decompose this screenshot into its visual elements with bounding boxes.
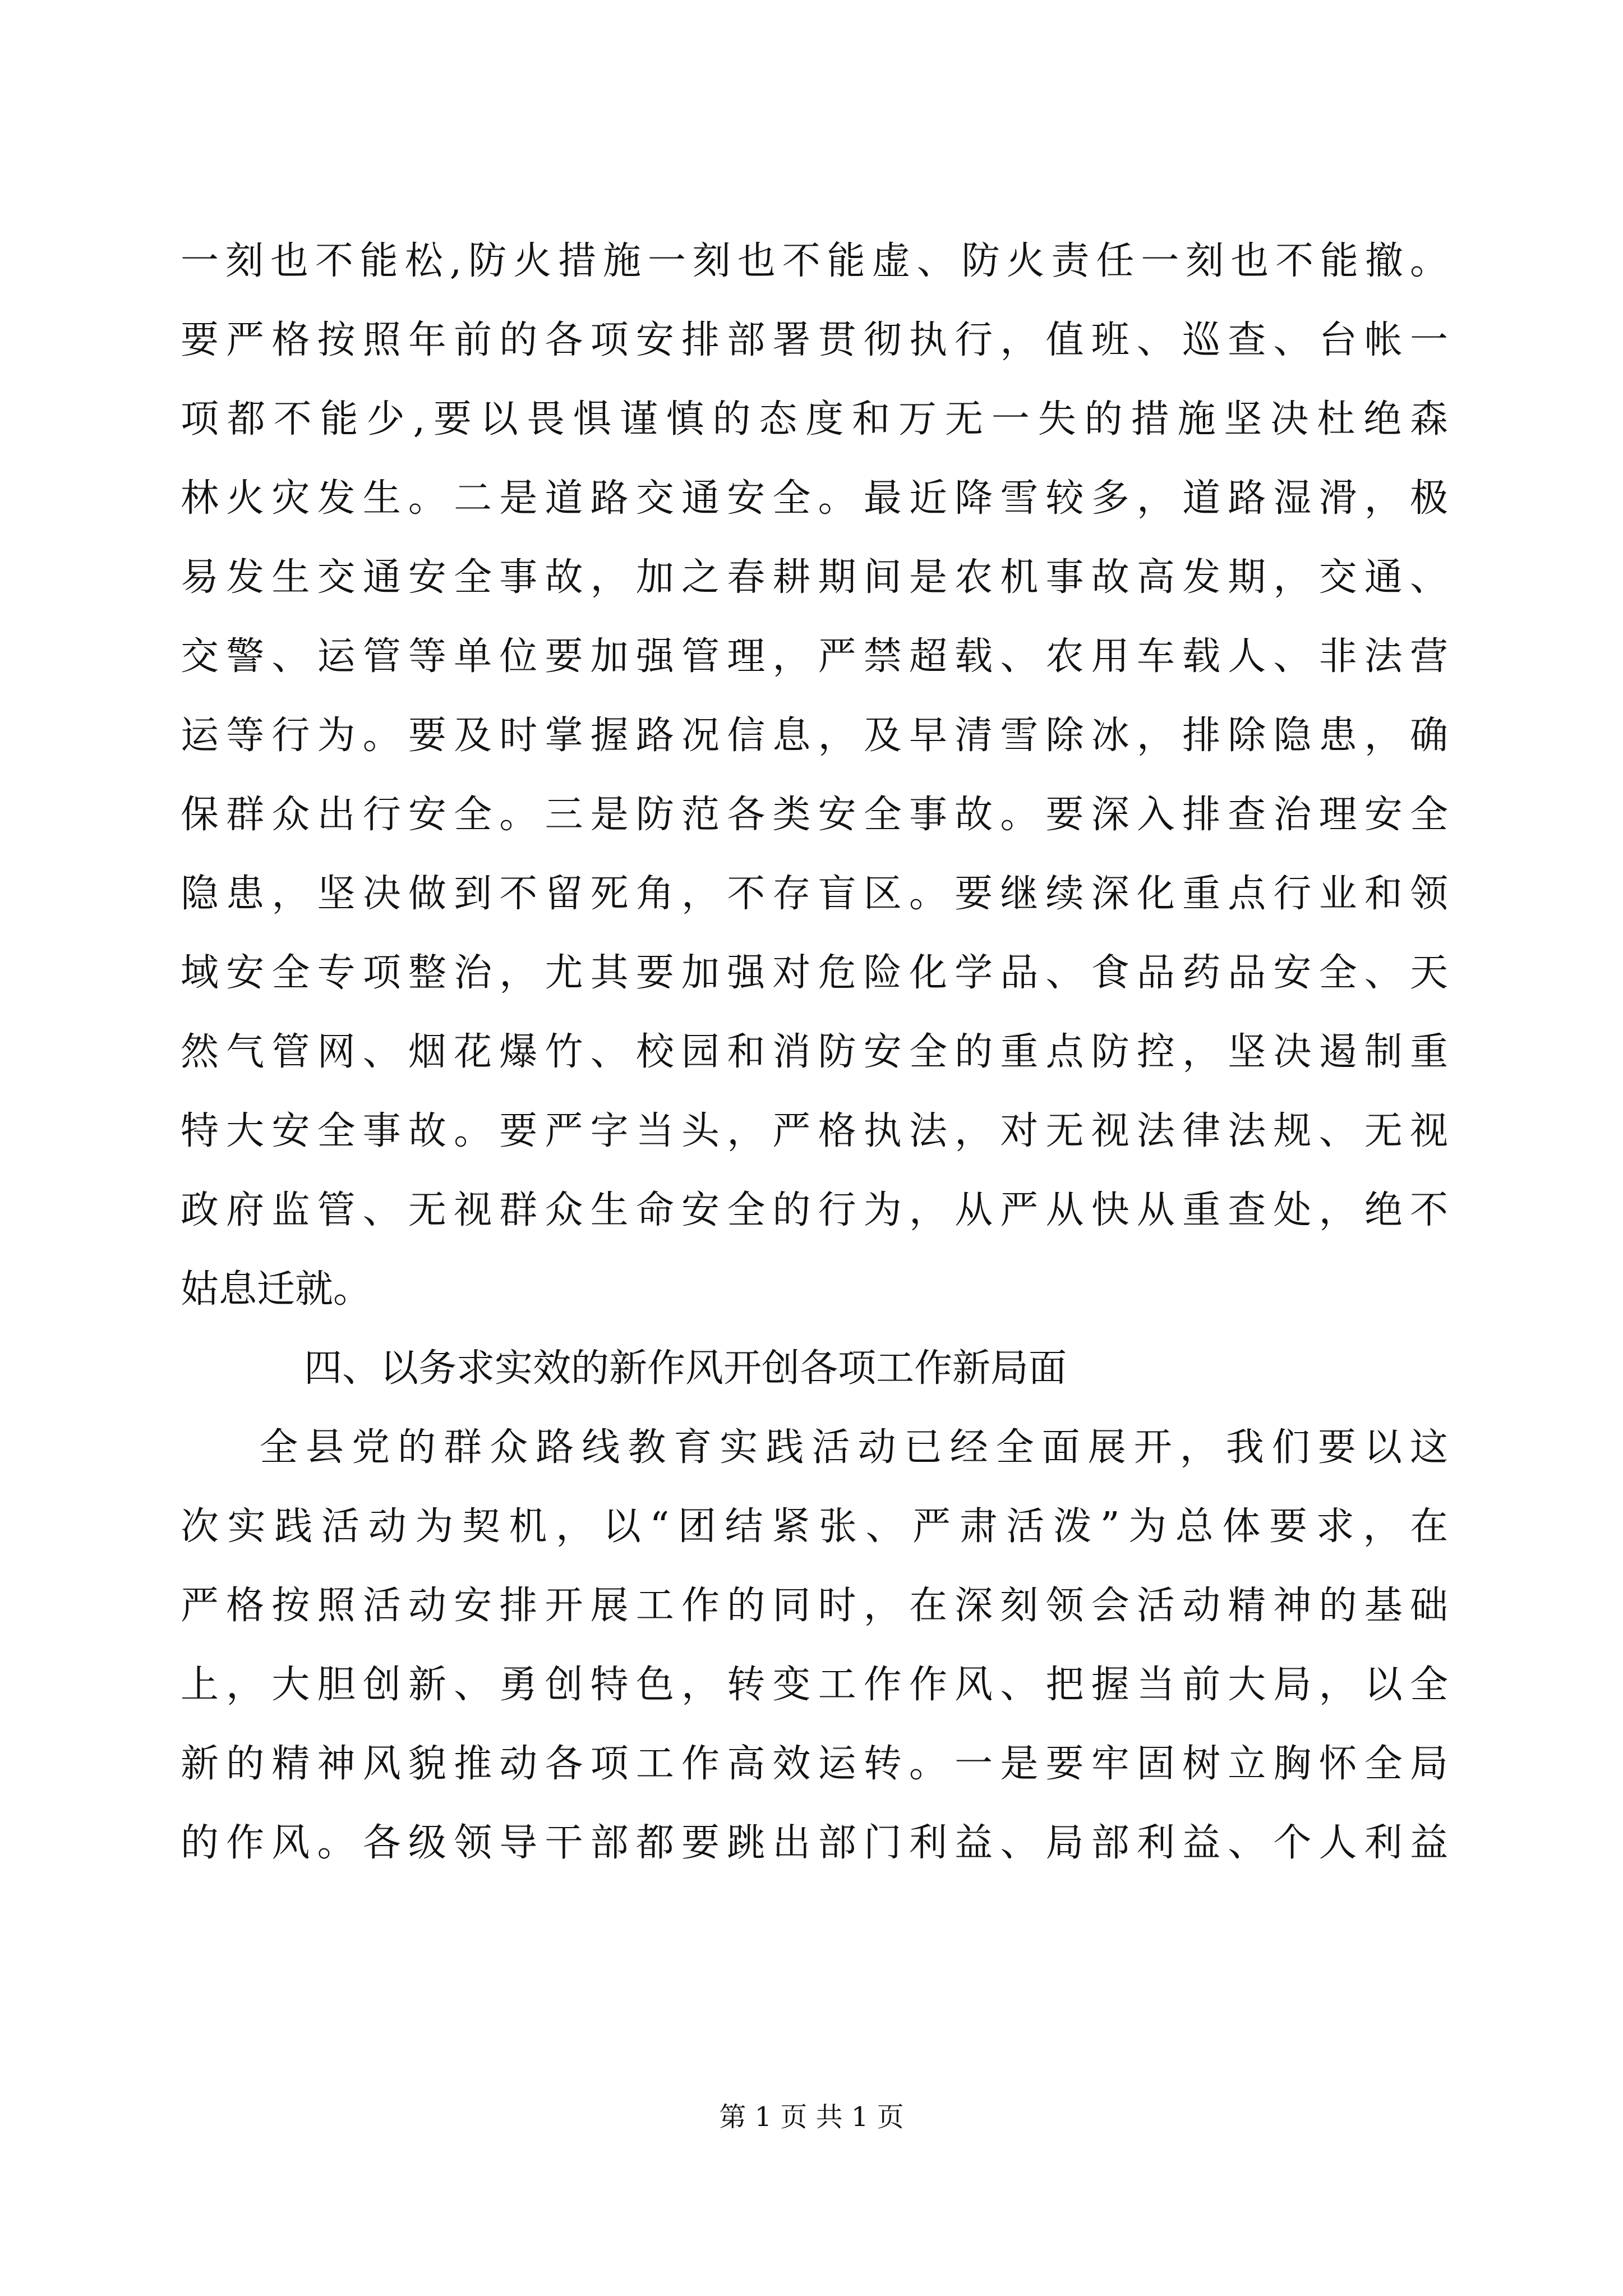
paragraph-line: 全县党的群众路线教育实践活动已经全面展开，我们要以这: [260, 1425, 1448, 1470]
paragraph-line: 保群众出行安全。三是防范各类安全事故。要深入排查治理安全: [181, 793, 1448, 837]
document-body: [181, 222, 1448, 1883]
paragraph-line: 新的精神风貌推动各项工作高效运转。一是要牢固树立胸怀全局: [181, 1742, 1448, 1786]
paragraph-line: 然气管网、烟花爆竹、校园和消防安全的重点防控，坚决遏制重: [181, 1030, 1448, 1074]
paragraph-line: 域安全专项整治，尤其要加强对危险化学品、食品药品安全、天: [181, 951, 1448, 995]
paragraph-line: 运等行为。要及时掌握路况信息，及早清雪除冰，排除隐患，确: [181, 714, 1448, 758]
paragraph-line: 一刻也不能松,防火措施一刻也不能虚、防火责任一刻也不能撤。: [181, 239, 1448, 283]
paragraph-line: 要严格按照年前的各项安排部署贯彻执行，值班、巡查、台帐一: [181, 318, 1448, 362]
paragraph-line: 隐患，坚决做到不留死角，不存盲区。要继续深化重点行业和领: [181, 872, 1448, 916]
paragraph-line: 次实践活动为契机，以“团结紧张、严肃活泼”为总体要求，在: [181, 1504, 1448, 1549]
paragraph-line: 姑息迁就。: [181, 1267, 372, 1312]
section-heading: 四、以务求实效的新作风开创各项工作新局面: [304, 1346, 1067, 1391]
paragraph-line: 严格按照活动安排开展工作的同时，在深刻领会活动精神的基础: [181, 1584, 1448, 1628]
page-footer: 第 1 页 共 1 页: [719, 2101, 904, 2133]
paragraph-line: 林火灾发生。二是道路交通安全。最近降雪较多，道路湿滑，极: [181, 476, 1448, 521]
paragraph-line: 上，大胆创新、勇创特色，转变工作作风、把握当前大局，以全: [181, 1663, 1448, 1707]
paragraph-line: 交警、运管等单位要加强管理，严禁超载、农用车载人、非法营: [181, 634, 1448, 679]
paragraph-line: 特大安全事故。要严字当头，严格执法，对无视法律法规、无视: [181, 1109, 1448, 1153]
paragraph-line: 政府监管、无视群众生命安全的行为，从严从快从重查处，绝不: [181, 1188, 1448, 1232]
paragraph-line: 易发生交通安全事故，加之春耕期间是农机事故高发期，交通、: [181, 555, 1448, 600]
paragraph-line: 项都不能少,要以畏惧谨慎的态度和万无一失的措施坚决杜绝森: [181, 397, 1448, 441]
paragraph-line: 的作风。各级领导干部都要跳出部门利益、局部利益、个人利益: [181, 1821, 1448, 1865]
